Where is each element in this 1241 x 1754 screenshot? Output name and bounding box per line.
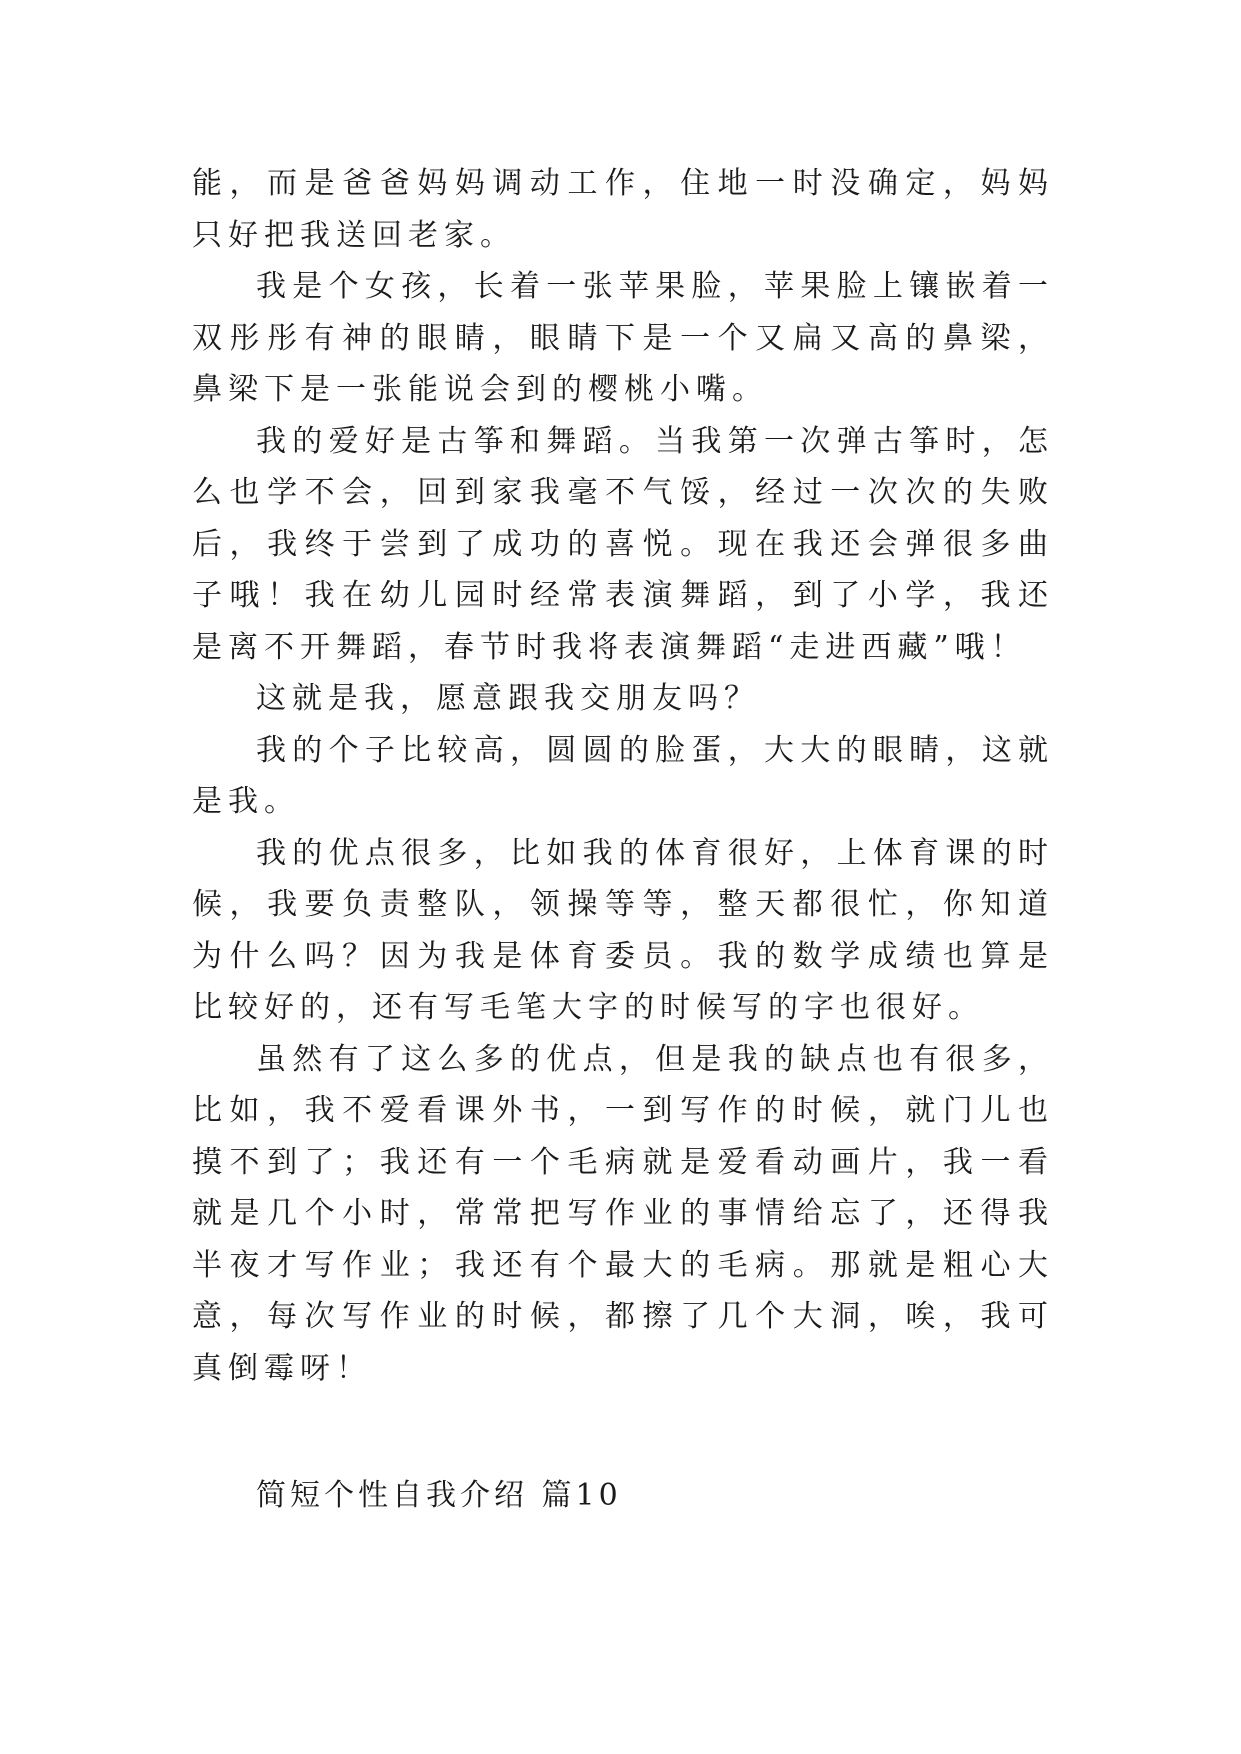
paragraph-looks: 我的个子比较高，圆圆的脸蛋，大大的眼睛，这就是我。 <box>192 732 1054 819</box>
section-spacer <box>192 1394 1054 1470</box>
paragraph-continuation: 能，而是爸爸妈妈调动工作，住地一时没确定，妈妈只好把我送回老家。 <box>192 166 1054 253</box>
document-body <box>192 158 1054 1522</box>
paragraph-friendship: 这就是我，愿意跟我交朋友吗？ <box>256 681 760 716</box>
paragraph-weaknesses: 虽然有了这么多的优点，但是我的缺点也有很多，比如，我不爱看课外书，一到写作的时候，就门儿也摸不到了；我还有一个毛病就是爱看动画片，我一看就是几个小时，常常把写作业的事情给忘了，还得我半夜才写作业；我还有个最大的毛病。那就是粗心大意，每次写作业的时候，都擦了几个大洞，唉，我可真倒霉呀！ <box>192 1041 1054 1386</box>
paragraph-hobbies: 我的爱好是古筝和舞蹈。当我第一次弹古筝时，怎么也学不会，回到家我毫不气馁，经过一次次的失败后，我终于尝到了成功的喜悦。现在我还会弹很多曲子哦！我在幼儿园时经常表演舞蹈，到了小学，我还是离不开舞蹈，春节时我将表演舞蹈“走进西藏”哦！ <box>192 423 1054 665</box>
paragraph-appearance: 我是个女孩，长着一张苹果脸，苹果脸上镶嵌着一双彤彤有神的眼睛，眼睛下是一个又扁又高的鼻梁，鼻梁下是一张能说会到的樱桃小嘴。 <box>192 269 1054 407</box>
section-heading: 简短个性自我介绍 篇10 <box>256 1478 622 1513</box>
paragraph-strengths: 我的优点很多，比如我的体育很好，上体育课的时候，我要负责整队，领操等等，整天都很忙，你知道为什么吗？因为我是体育委员。我的数学成绩也算是比较好的，还有写毛笔大字的时候写的字也很好。 <box>192 835 1054 1025</box>
